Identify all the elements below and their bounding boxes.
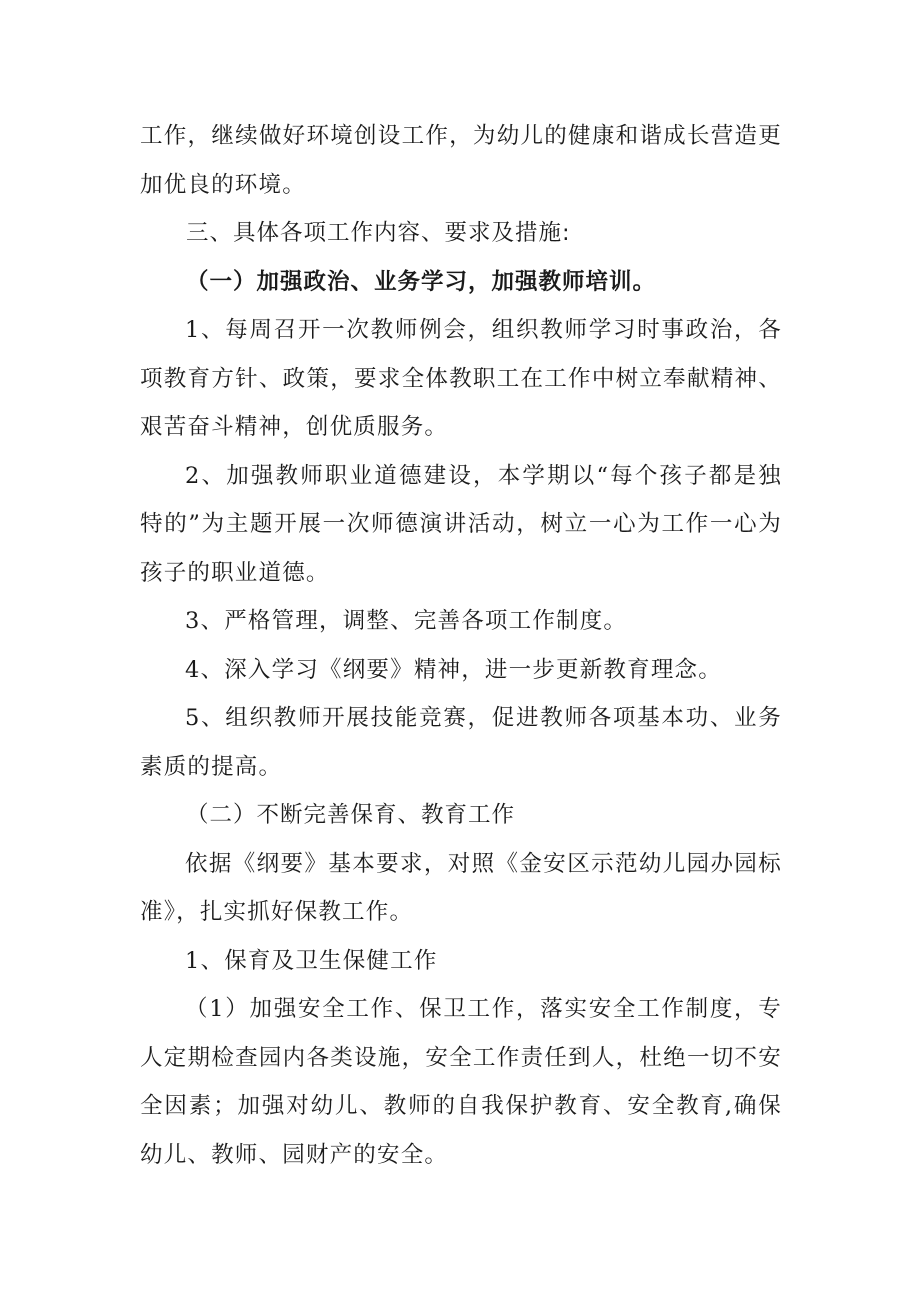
section-heading: 三、具体各项工作内容、要求及措施: bbox=[186, 220, 571, 246]
subsection-heading: （一）加强政治、业务学习，加强教师培训。 bbox=[186, 268, 657, 295]
body-paragraph: 2、加强教师职业道德建设，本学期以“每个孩子都是独特的”为主题开展一次师德演讲活动，树立一心为工作一心为孩子的职业道德。 bbox=[140, 462, 782, 586]
body-paragraph: 工作，继续做好环境创设工作，为幼儿的健康和谐成长营造更加优良的环境。 bbox=[140, 123, 782, 198]
body-paragraph: （1）加强安全工作、保卫工作，落实安全工作制度，专人定期检查园内各类设施，安全工作责任到人，杜绝一切不安全因素；加强对幼儿、教师的自我保护教育、安全教育,确保幼儿、教师、园财产的安全。 bbox=[140, 996, 782, 1168]
body-paragraph: 5、组织教师开展技能竞赛，促进教师各项基本功、业务素质的提高。 bbox=[140, 705, 782, 780]
subsection-heading: （二）不断完善保育、教育工作 bbox=[186, 802, 516, 828]
body-paragraph: 1、保育及卫生保健工作 bbox=[185, 947, 438, 974]
body-paragraph: 4、深入学习《纲要》精神，进一步更新教育理念。 bbox=[185, 656, 722, 683]
body-paragraph: 依据《纲要》基本要求，对照《金安区示范幼儿园办园标准》，扎实抓好保教工作。 bbox=[140, 850, 782, 925]
document-body bbox=[140, 112, 782, 1179]
body-paragraph: 1、每周召开一次教师例会，组织教师学习时事政治，各项教育方针、政策，要求全体教职工在工作中树立奉献精神、艰苦奋斗精神，创优质服务。 bbox=[140, 317, 782, 440]
body-paragraph: 3、严格管理，调整、完善各项工作制度。 bbox=[185, 608, 628, 634]
